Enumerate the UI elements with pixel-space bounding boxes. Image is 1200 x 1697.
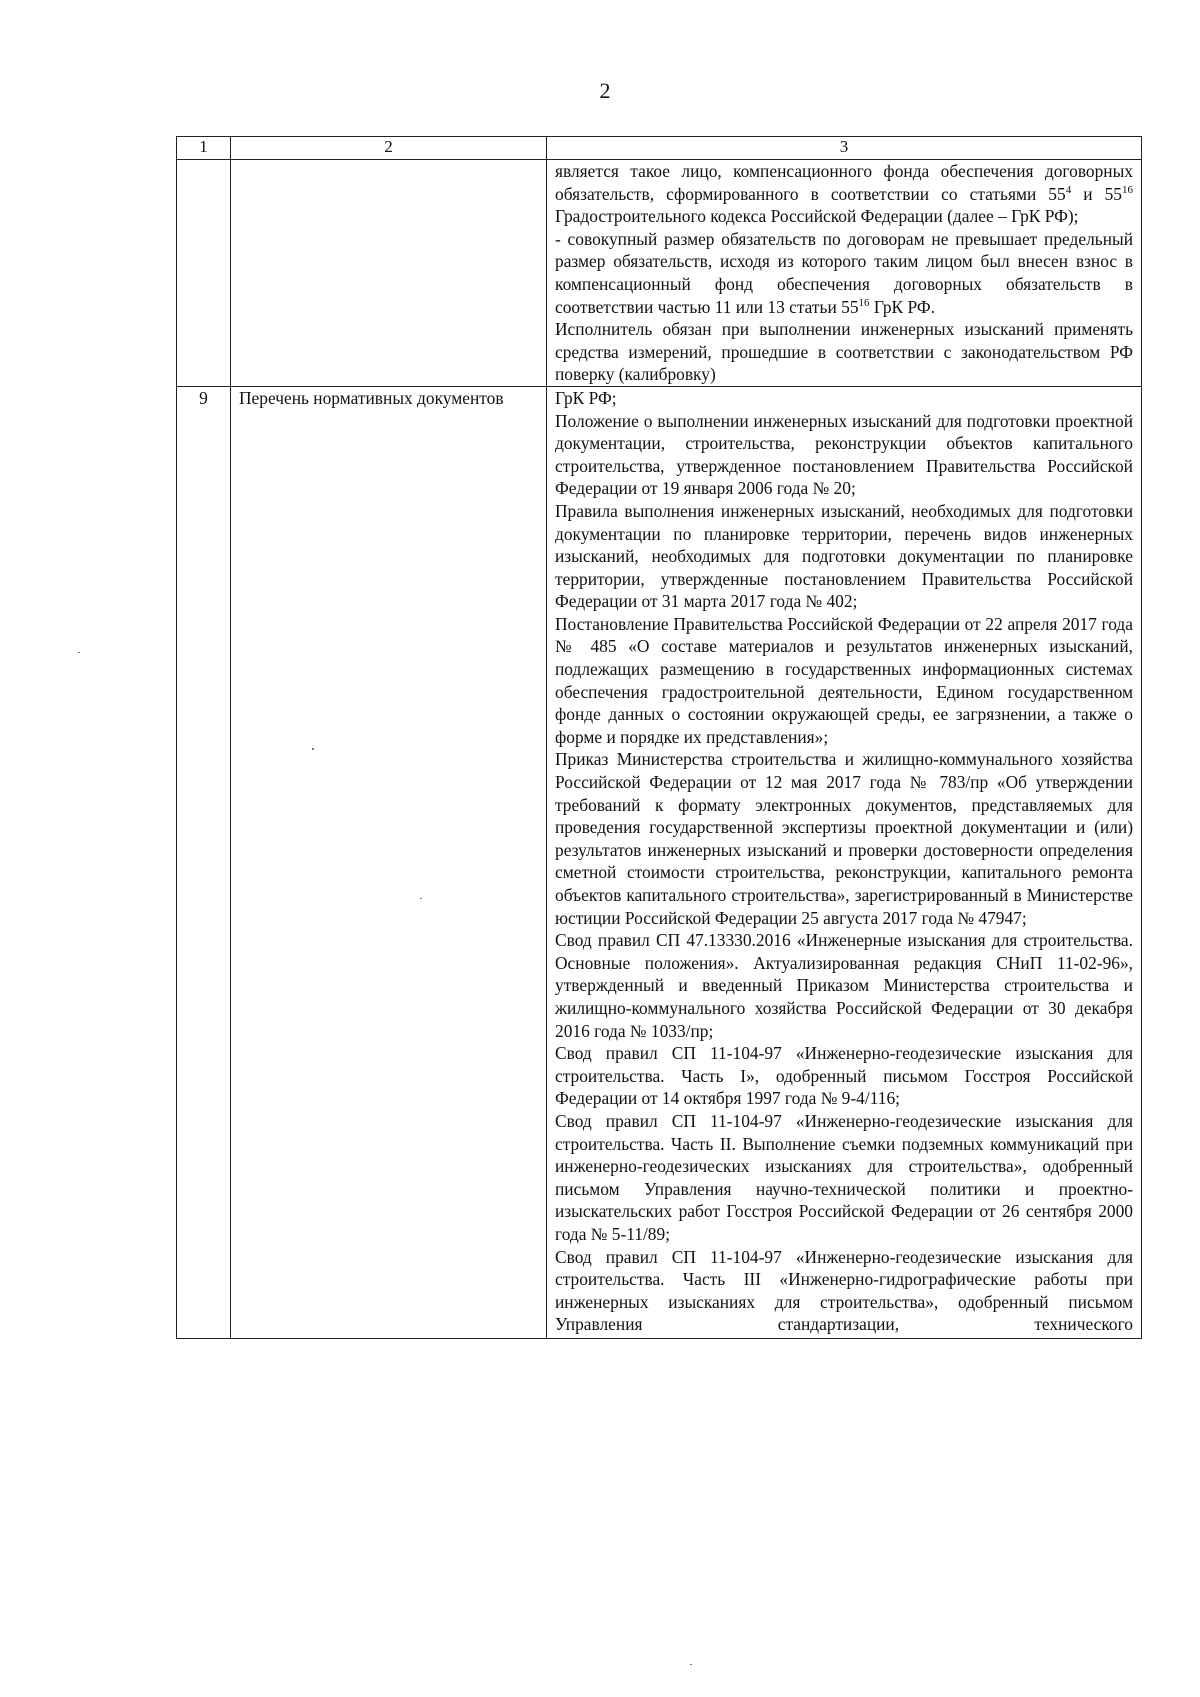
- row-content: [547, 160, 1142, 387]
- content-paragraph: Постановление Правительства Российской Федерации от 22 апреля 2017 года № 485 «О составе материалов и результатов инженерных изысканий, подлежащих размещению в государственных информационных системах обеспечения градостроительной деятельности, Едином государственном фонде данных о состоянии окружающей среды, ее загрязнении, а также о форме и порядке их представления»;: [555, 613, 1133, 747]
- row-number: [177, 160, 231, 387]
- header-col-3: 3: [547, 137, 1142, 160]
- content-paragraph: Свод правил СП 11-104-97 «Инженерно-геодезические изыскания для строительства. Часть III «Инженерно-гидрографические работы при инженерных изысканиях для строительства», одобренный письмом Управления стандартизации, технического: [555, 1246, 1133, 1335]
- content-paragraph: ГрК РФ;: [555, 387, 617, 408]
- header-col-1: 1: [177, 137, 231, 160]
- scan-speck: [690, 1664, 692, 1665]
- table-row: [177, 386, 1142, 1338]
- table-header-row: [177, 137, 1142, 160]
- scan-speck: [312, 748, 314, 750]
- table-row: [177, 160, 1142, 387]
- header-col-2: 2: [231, 137, 547, 160]
- content-paragraph: Приказ Министерства строительства и жилищно-коммунального хозяйства Российской Федерации от 12 мая 2017 года № 783/пр «Об утверждении требований к формату электронных документов, представляемых для проведения государственной экспертизы проектной документации и (или) результатов инженерных изысканий и проверки достоверности определения сметной стоимости строительства, реконструкции, капитального ремонта объектов капитального строительства», зарегистрированный в Министерстве юстиции Российской Федерации 25 августа 2017 года № 47947;: [555, 749, 1133, 928]
- scan-speck: [78, 652, 80, 653]
- row-number: 9: [177, 386, 231, 1338]
- scan-speck: [420, 898, 422, 899]
- content-paragraph: Свод правил СП 47.13330.2016 «Инженерные изыскания для строительства. Основные положения». Актуализированная редакция СНиП 11-02-96», утвержденный и введенный Приказом Министерства строительства и жилищно-коммунального хозяйства Российской Федерации от 30 декабря 2016 года № 1033/пр;: [555, 930, 1133, 1041]
- content-paragraph: Правила выполнения инженерных изысканий, необходимых для подготовки документации по планировке территории, перечень видов инженерных изысканий, необходимых для подготовки документации по планировке территории, утвержденные постановлением Правительства Российской Федерации от 31 марта 2017 года № 402;: [555, 500, 1133, 612]
- content-paragraph: Исполнитель обязан при выполнении инженерных изысканий применять средства измерений, прошедшие в соответствии с законодательством РФ поверку (калибровку): [555, 319, 1133, 385]
- row-title: [231, 160, 547, 387]
- content-paragraph: является такое лицо, компенсационного фонда обеспечения договорных обязательств, сформированного в соответствии со статьями $55^4$ и $55^{16}$ Градостроительного кодекса Российской Федерации (далее – ГрК РФ);: [555, 161, 1133, 227]
- content-paragraph: Свод правил СП 11-104-97 «Инженерно-геодезические изыскания для строительства. Часть II. Выполнение съемки подземных коммуникаций при инженерно-геодезических изысканиях для строительства», одобренный письмом Управления научно-технической политики и проектно-изыскательских работ Госстроя Российской Федерации от 26 сентября 2000 года № 5-11/89;: [555, 1110, 1133, 1244]
- page-number: 2: [599, 78, 611, 103]
- row-title: Перечень нормативных документов: [231, 386, 547, 1338]
- content-paragraph: Свод правил СП 11-104-97 «Инженерно-геодезические изыскания для строительства. Часть I», одобренный письмом Госстроя Российской Федерации от 14 октября 1997 года № 9-4/116;: [555, 1043, 1133, 1109]
- row-content: [547, 386, 1142, 1338]
- requirements-table: [176, 136, 1142, 1339]
- content-paragraph: - совокупный размер обязательств по договорам не превышает предельный размер обязательств, исходя из которого таким лицом был внесен взнос в компенсационный фонд обеспечения договорных обязательств в соответствии частью 11 или 13 статьи $55^{16}$ ГрК РФ.: [555, 228, 1133, 317]
- content-paragraph: Положение о выполнении инженерных изысканий для подготовки проектной документации, строительства, реконструкции объектов капитального строительства, утвержденное постановлением Правительства Российской Федерации от 19 января 2006 года № 20;: [555, 410, 1133, 499]
